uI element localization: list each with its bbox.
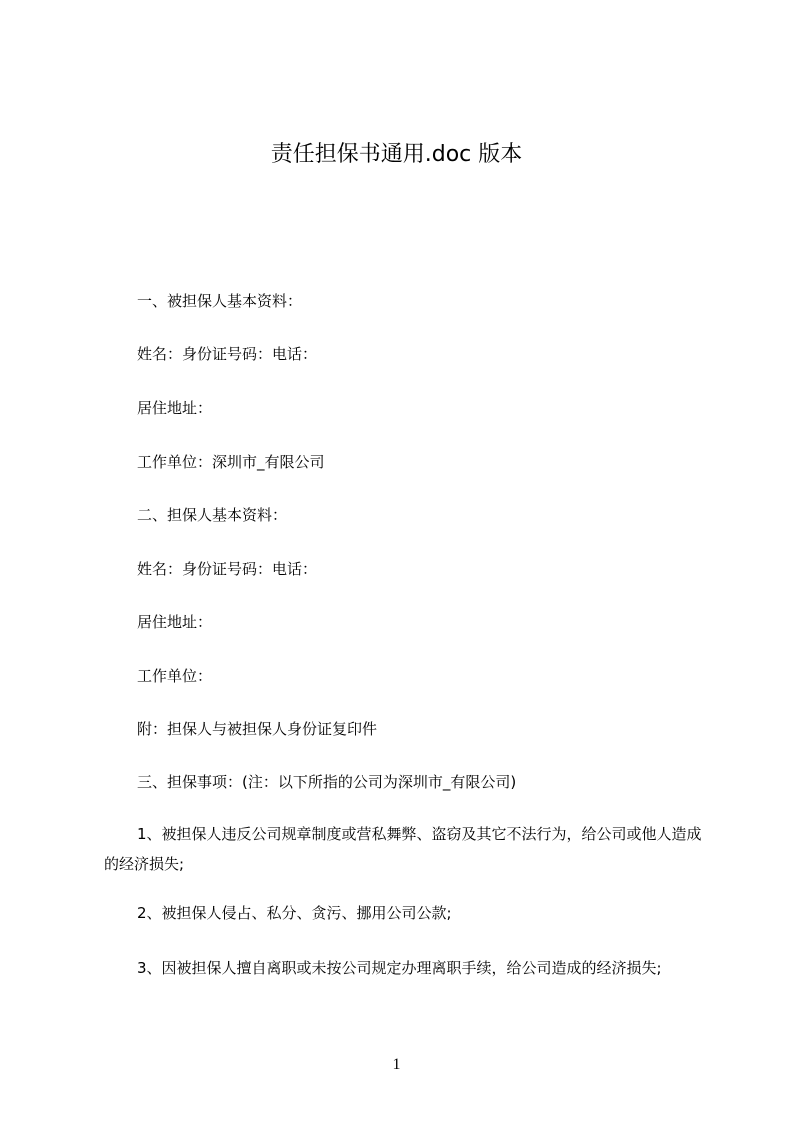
guarantor-address: 居住地址： [137, 613, 213, 631]
attachment-note: 附：担保人与被担保人身份证复印件 [137, 720, 378, 738]
guarantee-item-2: 2、被担保人侵占、私分、贪污、挪用公司公款; [137, 904, 452, 922]
guarantor-name-id-phone: 姓名：身份证号码：电话： [137, 560, 318, 578]
document-title: 责任担保书通用.doc 版本 [270, 142, 523, 167]
section-guaranteed-person-info: 一、被担保人基本资料： [137, 292, 303, 310]
section-guarantor-info: 二、担保人基本资料： [137, 506, 288, 524]
guaranteed-address: 居住地址： [137, 399, 213, 417]
guarantor-employer: 工作单位： [137, 667, 213, 685]
guarantee-item-1: 1、被担保人违反公司规章制度或营私舞弊、盗窃及其它不法行为，给公司或他人造成的经济损失; [104, 825, 702, 873]
section-guarantee-matters: 三、担保事项：(注：以下所指的公司为深圳市_有限公司) [137, 773, 517, 791]
page-number: 1 [392, 1056, 401, 1073]
guaranteed-name-id-phone: 姓名：身份证号码：电话： [137, 345, 318, 363]
guarantee-item-3: 3、因被担保人擅自离职或未按公司规定办理离职手续，给公司造成的经济损失; [137, 959, 662, 977]
guaranteed-employer: 工作单位：深圳市_有限公司 [137, 453, 325, 471]
